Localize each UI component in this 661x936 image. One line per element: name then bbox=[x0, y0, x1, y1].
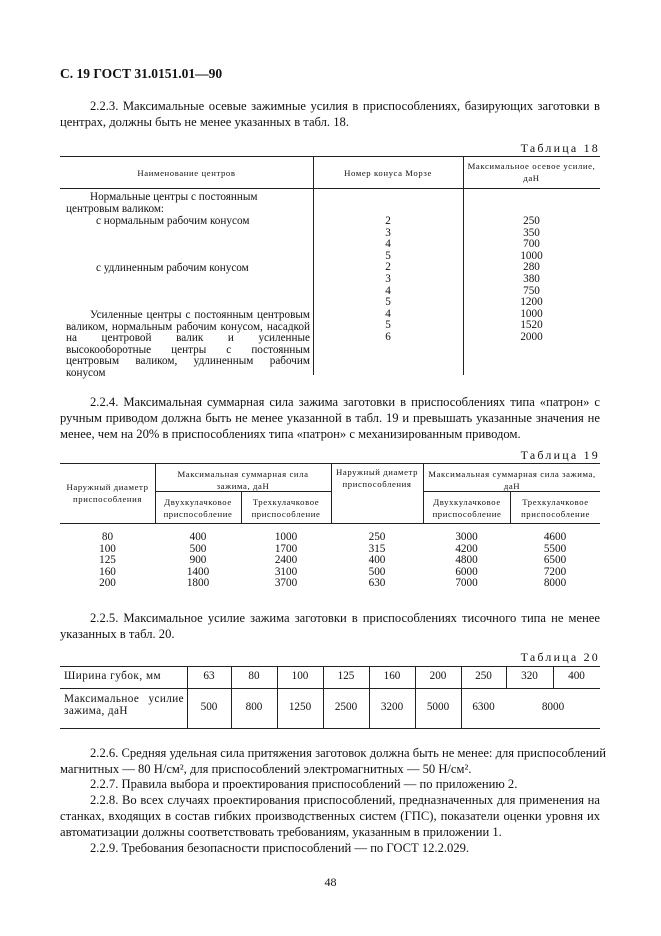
table-cell: 4 bbox=[385, 284, 391, 297]
table-cell: 2000 bbox=[520, 330, 543, 343]
table-cell: 500 bbox=[368, 565, 386, 578]
table-cell: 125 bbox=[99, 554, 116, 567]
table-cell: 5 bbox=[385, 249, 391, 262]
table-cell: 3200 bbox=[380, 701, 404, 713]
table-20-caption: Таблица 20 bbox=[520, 650, 600, 664]
table-cell: 380 bbox=[523, 272, 540, 285]
table-cell: 63 bbox=[203, 670, 215, 682]
table-cell: 280 bbox=[523, 261, 540, 274]
table-cell: 700 bbox=[523, 238, 540, 251]
t19-header-force-2: Максимальная суммарная сила зажима, даН bbox=[428, 469, 596, 491]
table-cell: 5 bbox=[385, 319, 391, 332]
table-cell: 3700 bbox=[274, 577, 298, 590]
table-cell: 400 bbox=[189, 531, 207, 543]
paragraph-2-2-6: 2.2.6. Средняя удельная сила притяжения заготовок должна быть не менее: для приспособлений bbox=[90, 746, 606, 760]
table-cell: 4200 bbox=[455, 542, 478, 555]
table-18-caption: Таблица 18 bbox=[520, 141, 600, 155]
table-cell: 500 bbox=[189, 542, 207, 555]
table-cell: 1000 bbox=[520, 307, 543, 320]
paragraph-2-2-3: 2.2.3. Максимальные осевые зажимные усилия в приспособлениях, базирующих заготовки в центрах, должны быть не менее указанных в табл. 18. bbox=[60, 99, 600, 129]
table-cell: 1200 bbox=[520, 296, 543, 309]
table-cell: 320 bbox=[521, 670, 538, 682]
table-cell: 3 bbox=[385, 272, 391, 285]
table-cell: 4 bbox=[385, 307, 391, 320]
table-cell: 100 bbox=[291, 670, 309, 682]
table-cell: 900 bbox=[189, 554, 207, 567]
table-cell: 5 bbox=[385, 296, 391, 309]
table-cell: 2 bbox=[385, 215, 391, 227]
table-cell: 2 bbox=[385, 261, 391, 274]
table-cell: 6300 bbox=[472, 701, 495, 713]
table-cell: 350 bbox=[523, 226, 540, 239]
table-cell: 250 bbox=[523, 215, 540, 227]
table-cell: 3 bbox=[385, 226, 391, 239]
t20-width-label: Ширина губок, мм bbox=[64, 670, 162, 682]
table-cell: 8000 bbox=[543, 577, 567, 590]
table-cell: 200 bbox=[429, 670, 447, 682]
table-cell: 160 bbox=[99, 565, 116, 578]
table-cell: 3000 bbox=[455, 531, 478, 543]
table-cell: 500 bbox=[200, 701, 218, 713]
paragraph-2-2-5: 2.2.5. Максимальное усилие зажима заготовки в приспособлениях тисочного типа не менее указанных в табл. 20. bbox=[60, 611, 600, 641]
table-cell: 315 bbox=[368, 542, 386, 555]
table-cell: 7200 bbox=[543, 565, 567, 578]
page-number: 48 bbox=[324, 875, 337, 889]
t19-header-two-jaw-1: Двухкулачковое приспособление bbox=[163, 497, 233, 519]
table-cell: 1000 bbox=[274, 531, 298, 543]
table-cell: 6500 bbox=[543, 554, 567, 567]
table-cell: 5500 bbox=[543, 542, 567, 555]
table-cell: 7000 bbox=[455, 577, 478, 590]
t18-row2-text: Усиленные центры с постоянным центровым валиком, нормальным рабочим конусом, насадкой на центровой валик и усиленные высокооборотные центры с постоянным центровым валиком, удлиненным рабочим конусом bbox=[66, 309, 310, 379]
table-cell: 4600 bbox=[543, 531, 567, 543]
table-cell: 8000 bbox=[541, 701, 565, 713]
t19-header-three-jaw-2: Трехкулачковое приспособление bbox=[521, 497, 590, 519]
table-cell: 4800 bbox=[455, 554, 478, 567]
paragraph-2-2-8: 2.2.8. Во всех случаях проектирования приспособлений, предназначенных для применения на станках, входящих в состав гибких производственных систем (ГПС), показатели оценки уровня их автоматизации должны соответствовать требованиям, указанным в приложении 1. bbox=[60, 793, 600, 839]
t18-row1-text: Нормальные центры с постоянным центровым валиком: bbox=[66, 191, 258, 215]
table-cell: 4 bbox=[385, 238, 391, 251]
table-cell: 1700 bbox=[274, 542, 298, 555]
t18-header-centers: Наименование центров bbox=[137, 168, 236, 178]
table-cell: 80 bbox=[101, 531, 114, 543]
paragraph-2-2-6-cont: магнитных — 80 Н/см², для приспособлений электромагнитных — 50 Н/см². bbox=[60, 762, 472, 776]
table-cell: 630 bbox=[368, 577, 386, 590]
t19-header-diameter-1: Наружный диаметр приспособления bbox=[66, 482, 149, 504]
t18-header-force: Максимальное осевое усилие, даН bbox=[467, 161, 596, 183]
table-cell: 5000 bbox=[426, 701, 450, 713]
t19-header-diameter-2: Наружный диаметр приспособления bbox=[335, 467, 419, 489]
table-cell: 250 bbox=[368, 531, 386, 543]
table-cell: 2400 bbox=[274, 554, 298, 567]
paragraph-2-2-4: 2.2.4. Максимальная суммарная сила зажима заготовки в приспособлениях типа «патрон» с ручным приводом должна быть не менее указанной в табл. 19 и превышать указанные значения не менее, чем на 20% в приспособлениях типа «патрон» с механизированным приводом. bbox=[60, 395, 600, 441]
table-cell: 2500 bbox=[334, 701, 358, 713]
page-header: С. 19 ГОСТ 31.0151.01—90 bbox=[60, 66, 223, 81]
table-cell: 1000 bbox=[520, 249, 543, 262]
t19-header-three-jaw-1: Трехкулачковое приспособление bbox=[251, 497, 321, 519]
table-cell: 750 bbox=[523, 284, 540, 297]
paragraph-2-2-7: 2.2.7. Правила выбора и проектирования приспособлений — по приложению 2. bbox=[90, 777, 518, 791]
table-cell: 6 bbox=[385, 330, 391, 343]
table-cell: 125 bbox=[337, 670, 355, 682]
table-cell: 200 bbox=[99, 577, 116, 590]
table-cell: 1250 bbox=[288, 701, 312, 713]
paragraph-2-2-9: 2.2.9. Требования безопасности приспособлений — по ГОСТ 12.2.029. bbox=[90, 841, 470, 855]
table-cell: 80 bbox=[248, 670, 260, 682]
t18-row1b-text: с удлиненным рабочим конусом bbox=[96, 262, 249, 274]
table-cell: 800 bbox=[245, 701, 263, 713]
table-cell: 100 bbox=[99, 542, 116, 555]
table-cell: 1800 bbox=[186, 577, 210, 590]
t19-header-force-1: Максимальная суммарная сила зажима, даН bbox=[177, 469, 309, 491]
t20-force-label: Максимальное усилие зажима, даН bbox=[64, 693, 184, 717]
table-cell: 400 bbox=[568, 670, 585, 682]
t19-header-two-jaw-2: Двухкулачковое приспособление bbox=[432, 497, 502, 519]
table-cell: 250 bbox=[475, 670, 492, 682]
table-cell: 3100 bbox=[274, 565, 298, 578]
table-cell: 1520 bbox=[520, 319, 543, 332]
table-cell: 400 bbox=[368, 554, 386, 567]
table-cell: 6000 bbox=[455, 565, 478, 578]
t18-header-morse: Номер конуса Морзе bbox=[344, 168, 432, 178]
table-19-caption: Таблица 19 bbox=[520, 448, 600, 462]
table-cell: 1400 bbox=[186, 565, 210, 578]
table-cell: 160 bbox=[383, 670, 401, 682]
t18-row1a-text: с нормальным рабочим конусом bbox=[96, 215, 250, 227]
